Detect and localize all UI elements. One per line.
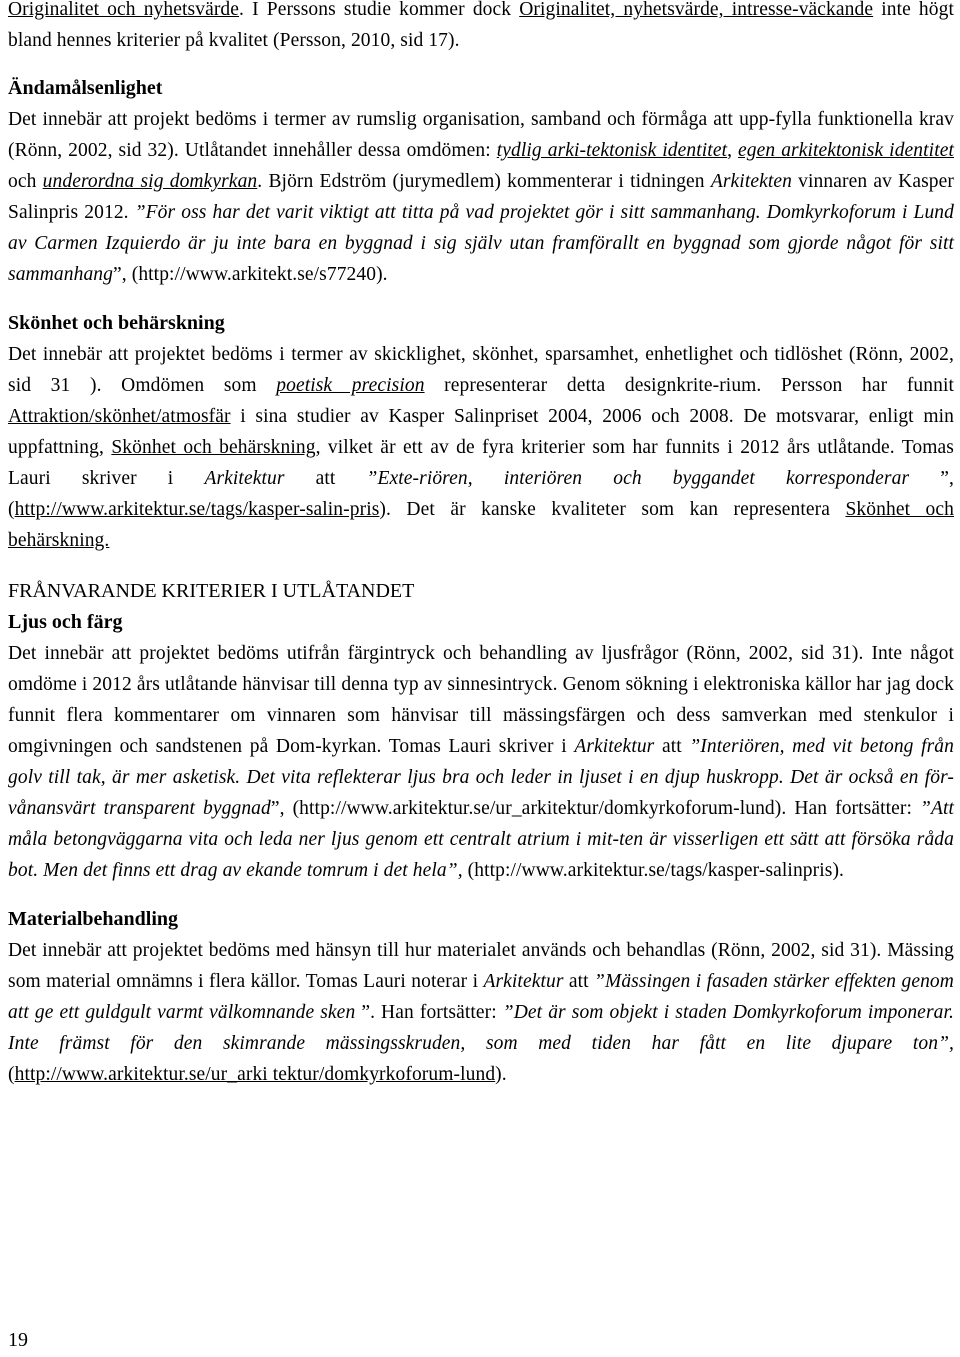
page-number: 19 <box>8 1329 28 1351</box>
text-run: ”, (http://www.arkitektur.se/ur_arkitektur/domkyrkoforum-lund). Han fortsätter: <box>270 798 921 819</box>
text-run: att <box>654 736 690 757</box>
publication-title: Arkitektur <box>574 736 655 757</box>
publication-title: Arkitekten <box>710 171 792 192</box>
text-run: ). <box>495 1064 507 1085</box>
section-heading-ljus: Ljus och färg <box>8 611 123 633</box>
publication-title: Arkitektur <box>483 971 564 992</box>
paragraph-material <box>8 935 954 1090</box>
text-run: Det innebär att projektet bedöms utifrån färgintryck och behandling av ljusfrågor (Rönn, 2002, sid 31). Inte något omdöme i 2012 års utlåtande hänvisar till denna typ av sinnesintryck. Genom sökning i elektroniska källor har jag dock funnit flera kommentarer om vinnaren som hänvisar till mässingsfärgen och dess samverkan med stenkulor i omgivningen och sandstenen på Dom-kyrkan. Tomas Lauri skriver i <box>8 643 954 757</box>
reference-link[interactable]: http://www.arkitektur.se/tags/kasper-salin-pris <box>14 499 380 520</box>
paragraph-skonhet <box>8 339 954 556</box>
text-run: representerar detta designkrite-rium. Persson har funnit <box>424 375 955 396</box>
text-run: ”. Han fortsätter: <box>355 1002 503 1023</box>
document-page <box>8 0 954 1090</box>
text-run: (http://www.arkitektur.se/tags/kasper-salinpris). <box>462 860 845 881</box>
quotation: ”Mässingen i fasaden stärker effekten genom att ge ett guldgult varmt välkomnande sken <box>8 971 954 1023</box>
underlined-term: Attraktion/skönhet/atmosfär <box>8 406 231 427</box>
text-run: i sina studier av Kasper Salinpriset 2004, 2006 och 2008. De motsvarar, enligt min uppfattning, <box>8 406 954 458</box>
paragraph-originalitet <box>8 0 954 56</box>
quotation: ”Det är som objekt i staden Domkyrkoforum imponerar. Inte främst för den skimrande mässingsskruden, som med tiden har fått en lite djupare ton”, <box>8 1002 954 1054</box>
text-run: ”, (http://www.arkitekt.se/s77240). <box>113 264 388 285</box>
text-run: Det innebär att projektet bedöms med hänsyn till hur materialet används och behandlas (Rönn, 2002, sid 31). Mässing som material omnämns i flera källor. Tomas Lauri noterar i <box>8 940 954 992</box>
reference-link[interactable]: http://www.arkitektur.se/ur_arki tektur/domkyrkoforum-lund <box>14 1064 496 1085</box>
underlined-term: underordna sig domkyrkan <box>42 171 258 192</box>
text-run: och <box>8 171 43 192</box>
text-run: vilket är ett av de fyra kriterier som har funnits i 2012 års utlåtande. Tomas Lauri skriver i <box>8 437 954 489</box>
quotation: ”Interiören, med vit betong från golv till tak, är mer asketisk. Det vita reflekterar ljus bra och leder in ljuset i en djup huskropp. Det är också en för-vånansvärt transparent byggnad <box>8 736 954 819</box>
publication-title: Arkitektur <box>204 468 285 489</box>
underlined-term: Originalitet och nyhetsvärde <box>8 0 240 20</box>
paragraph-ljus <box>8 638 954 886</box>
section-heading-material: Materialbehandling <box>8 908 179 930</box>
text-run: ). Det är kanske kvaliteter som kan representera <box>379 499 846 520</box>
text-run: , <box>727 140 739 161</box>
text-run: Det innebär att projekt bedöms i termer av rumslig organisation, samband och förmåga att upp-fylla funktionella krav (Rönn, 2002, sid 32). Utlåtandet innehåller dessa omdömen: <box>8 109 954 161</box>
text-run: . I Perssons studie kommer dock <box>239 0 520 20</box>
underlined-term: Skönhet och behärskning. <box>8 499 954 551</box>
quotation: ”Att måla betongväggarna vita och leda ner ljus genom ett centralt atrium i mit-ten är visserligen ett sätt att försöka råda bot. Men det finns ett drag av ekande tomrum i det hela”, <box>8 798 955 881</box>
text-run: inte högt bland hennes kriterier på kvalitet (Persson, 2010, sid 17). <box>8 0 954 51</box>
text-run: ”, ( <box>8 468 954 520</box>
paragraph-andamalsenlighet <box>8 104 954 290</box>
text-run: att <box>284 468 367 489</box>
section-title-franvarande: FRÅNVARANDE KRITERIER I UTLÅTANDET <box>8 580 415 602</box>
text-run: Det innebär att projektet bedöms i termer av skicklighet, skönhet, sparsamhet, enhetlighet och tidlöshet (Rönn, 2002, sid 31 ). Omdömen som <box>8 344 954 396</box>
underlined-term: Originalitet, nyhetsvärde, intresse-väckande <box>519 0 874 20</box>
underlined-term: egen arkitektonisk identitet <box>738 140 954 161</box>
underlined-term: tydlig arki-tektonisk identitet <box>496 140 728 161</box>
section-heading-andamalsenlighet: Ändamålsenlighet <box>8 77 163 99</box>
text-run: . Björn Edström (jurymedlem) kommenterar i tidningen <box>257 171 711 192</box>
section-heading-skonhet: Skönhet och behärskning <box>8 312 225 334</box>
underlined-term: poetisk precision <box>276 375 425 396</box>
quotation: ”För oss har det varit viktigt att titta på vad projektet gör i sitt sammanhang. Domkyrkoforum i Lund av Carmen Izquierdo är ju inte bara en byggnad i sig själv utan framförallt en byggnad som gjorde något för sitt sammanhang <box>8 202 954 285</box>
text-run: att <box>563 971 595 992</box>
underlined-term: Skönhet och behärskning, <box>111 437 321 458</box>
text-run: vinnaren av Kasper Salinpris 2012. <box>8 171 954 223</box>
text-run: ( <box>8 1064 15 1085</box>
quotation: ”Exte-riören, interiören och byggandet korresponderar <box>366 468 910 489</box>
